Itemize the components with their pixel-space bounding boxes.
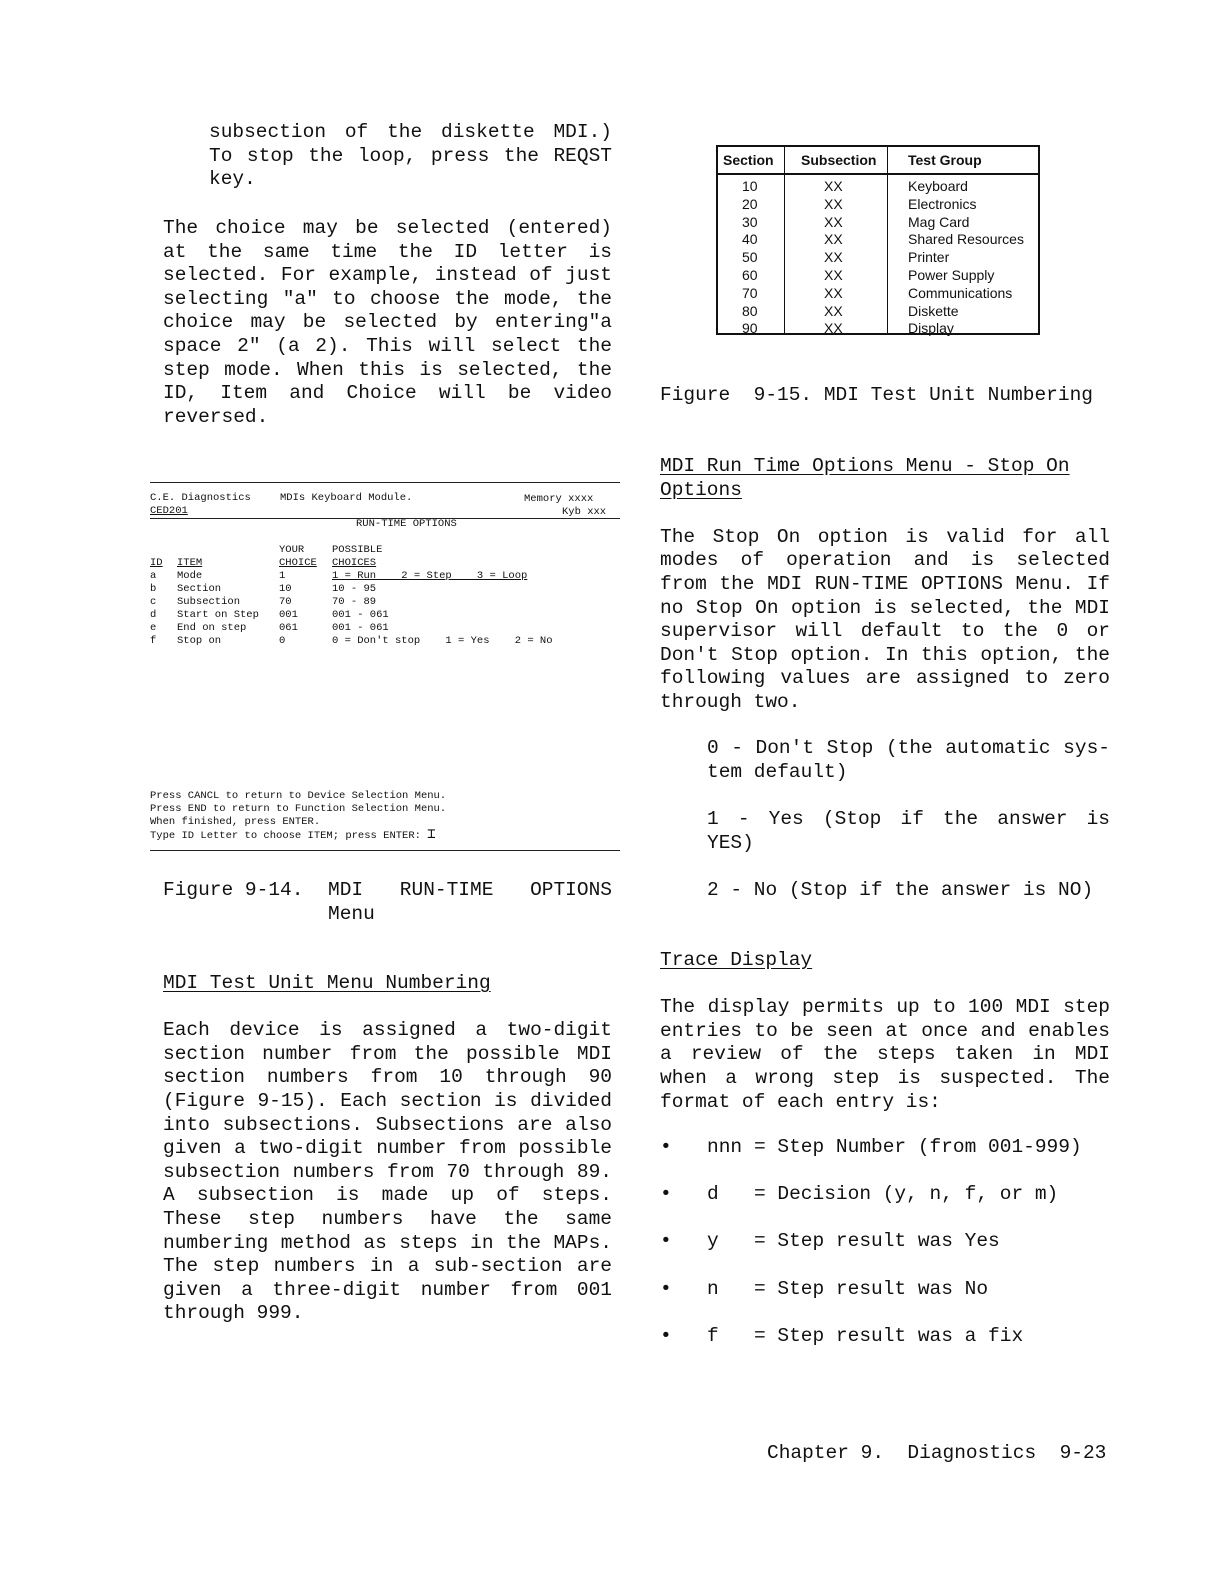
table-cell-subsection: XX xyxy=(824,284,843,301)
table-cell-test-group: Shared Resources xyxy=(908,231,1024,248)
trace-display-heading: Trace Display xyxy=(660,949,813,971)
screen-instruction-4 xyxy=(150,829,436,843)
screen-col-id: ID xyxy=(150,557,163,569)
screen-row-choice: 70 xyxy=(279,595,292,608)
screen-row-id: c xyxy=(150,595,157,608)
screen-top-rule xyxy=(150,482,620,483)
table-cell-subsection: XX xyxy=(824,320,843,337)
table-cell-section: 60 xyxy=(742,267,758,283)
stop-on-option-0 xyxy=(707,737,1110,784)
screen-row-possible: 1 = Run 2 = Step 3 = Loop xyxy=(332,570,528,582)
table-divider-2 xyxy=(887,147,888,333)
screen-row-id: d xyxy=(150,608,157,621)
screen-row-choice: 10 xyxy=(279,582,292,595)
screen-col-choice-1: YOUR xyxy=(279,544,305,556)
table-header-section: Section xyxy=(723,152,774,168)
table-cell-test-group: Keyboard xyxy=(908,178,968,194)
table-header-subsection: Subsection xyxy=(801,152,877,168)
trace-entry-description: = Step result was No xyxy=(754,1277,989,1300)
screen-instruction-3: When finished, press ENTER. xyxy=(150,816,321,828)
stop-on-option-0-text: 0 - Don't Stop (the automatic sys-tem default) xyxy=(707,737,1110,783)
screen-row-id: e xyxy=(150,621,157,634)
figure-9-14-text: MDI RUN-TIME OPTIONS Menu xyxy=(328,879,612,925)
trace-entry-description: = Step result was a fix xyxy=(754,1324,1024,1347)
bullet-icon: • xyxy=(660,1183,672,1206)
trace-entry-key: d xyxy=(707,1183,719,1206)
trace-entry-key: y xyxy=(707,1230,719,1253)
screen-row-possible: 10 - 95 xyxy=(332,582,377,595)
screen-row-choice: 001 xyxy=(279,608,298,621)
screen-row-item: Subsection xyxy=(177,595,241,608)
screen-header-left-1: C.E. Diagnostics xyxy=(150,492,251,504)
test-unit-paragraph: Each device is assigned a two-digit section number from the possible MDI section numbers from 10 through 90 (Figure 9-15). Each section is divided into subsections. Subsections are also given a two-digit number from possible subsection numbers from 70 through 89. A subsection is made up of steps. These step numbers have the same numbering method as steps in the MAPs. The step numbers in a sub-section are given a three-digit number from 001 through 999. xyxy=(163,1019,612,1325)
intro-continuation xyxy=(209,121,612,192)
bullet-icon: • xyxy=(660,1324,672,1347)
screen-row-id: f xyxy=(150,634,157,647)
trace-display-paragraph: The display permits up to 100 MDI step entries to be seen at once and enables a review of the steps taken in MDI when a wrong step is suspected. The format of each entry is: xyxy=(660,996,1110,1113)
table-header-row xyxy=(718,147,1038,175)
screen-header-mid: MDIs Keyboard Module. xyxy=(280,492,413,504)
screen-header-right-2: Kyb xxx xyxy=(562,506,607,518)
choice-paragraph xyxy=(163,217,612,429)
table-cell-subsection: XX xyxy=(824,213,843,230)
table-header-test-group: Test Group xyxy=(908,152,982,168)
stop-on-heading-line-1: MDI Run Time Options Menu - Stop On xyxy=(660,455,1070,477)
stop-on-option-1 xyxy=(707,808,1110,855)
trace-entry-description: = Step Number (from 001-999) xyxy=(754,1136,1082,1158)
table-cell-test-group: Printer xyxy=(908,249,950,266)
screen-row-possible: 0 = Don't stop 1 = Yes 2 = No xyxy=(332,634,553,647)
stop-on-option-2-text: 2 - No (Stop if the answer is NO) xyxy=(707,879,1094,901)
figure-9-14-label: Figure 9-14. xyxy=(163,879,304,901)
table-cell-section: 80 xyxy=(742,302,758,319)
intro-continuation-text: subsection of the diskette MDI.) To stop the loop, press the REQST key. xyxy=(209,121,612,191)
trace-entry-key: n xyxy=(707,1277,719,1300)
table-cell-section: 20 xyxy=(742,195,758,212)
table-cell-section: 50 xyxy=(742,249,758,266)
screen-row-possible: 001 - 061 xyxy=(332,608,389,621)
figure-9-15-text: Figure 9-15. MDI Test Unit Numbering xyxy=(660,384,1093,406)
screen-row-choice: 061 xyxy=(279,621,298,634)
bullet-icon: • xyxy=(660,1136,672,1158)
screen-col-choice-2: CHOICE xyxy=(279,557,317,569)
table-cell-subsection: XX xyxy=(824,231,843,248)
screen-instruction-1: Press CANCL to return to Device Selection Menu. xyxy=(150,790,447,802)
test-unit-heading: MDI Test Unit Menu Numbering xyxy=(163,972,491,994)
screen-row-choice: 1 xyxy=(279,570,286,582)
screen-row-item: Stop on xyxy=(177,634,222,647)
screen-col-possible-2: CHOICES xyxy=(332,557,377,569)
screen-title: RUN-TIME OPTIONS xyxy=(356,518,457,530)
run-time-options-screen xyxy=(150,480,622,856)
table-cell-test-group: Diskette xyxy=(908,302,959,319)
table-cell-section: 70 xyxy=(742,284,758,301)
screen-col-possible-1: POSSIBLE xyxy=(332,544,383,556)
table-divider-1 xyxy=(784,147,785,333)
bullet-icon: • xyxy=(660,1277,672,1300)
screen-header-left-2: CED201 xyxy=(150,505,188,517)
table-cell-test-group: Communications xyxy=(908,284,1013,301)
table-cell-test-group: Electronics xyxy=(908,195,977,212)
screen-row-id: a xyxy=(150,570,157,582)
table-cell-section: 30 xyxy=(742,213,758,230)
screen-col-item: ITEM xyxy=(177,557,203,569)
screen-row-id: b xyxy=(150,582,157,595)
table-cell-test-group: Display xyxy=(908,320,954,337)
screen-row-possible: 70 - 89 xyxy=(332,595,377,608)
footer-chapter: Chapter 9. Diagnostics xyxy=(767,1442,1037,1464)
screen-row-item: Mode xyxy=(177,570,203,582)
table-cell-subsection: XX xyxy=(824,302,843,319)
stop-on-paragraph: The Stop On option is valid for all modes of operation and is selected from the MDI RUN-TIME OPTIONS Menu. If no Stop On option is selected, the MDI supervisor will default to the 0 or Don't Stop option. In this option, the following values are assigned to zero through two. xyxy=(660,525,1110,713)
figure-9-15-caption xyxy=(660,384,1110,408)
figure-9-14-caption xyxy=(163,879,612,926)
table-cell-subsection: XX xyxy=(824,195,843,212)
choice-paragraph-text: The choice may be selected (entered) at the same time the ID letter is selected. For example, instead of just selecting "a" to choose the mode, the choice may be selected by entering"a space 2" (a 2). This will select the step mode. When this is selected, the ID, Item and Choice will be video reversed. xyxy=(163,217,612,428)
screen-row-possible: 001 - 061 xyxy=(332,621,389,634)
screen-row-item: Start on Step xyxy=(177,608,259,621)
stop-on-option-2 xyxy=(707,879,1110,903)
table-cell-section: 40 xyxy=(742,231,758,248)
trace-entry-key: f xyxy=(707,1324,719,1347)
cursor-icon: ⌶ xyxy=(427,827,436,843)
trace-entry-description: = Step result was Yes xyxy=(754,1230,1000,1253)
screen-instruction-2: Press END to return to Function Selection Menu. xyxy=(150,803,447,815)
stop-on-option-1-text: 1 - Yes (Stop if the answer is YES) xyxy=(707,808,1110,854)
table-cell-subsection: XX xyxy=(824,249,843,266)
screen-row-item: Section xyxy=(177,582,222,595)
table-cell-test-group: Power Supply xyxy=(908,267,995,283)
page-footer xyxy=(767,1442,1106,1464)
test-unit-numbering-table xyxy=(716,145,1040,335)
screen-prompt-text: Type ID Letter to choose ITEM; press ENTER: xyxy=(150,830,421,842)
table-cell-test-group: Mag Card xyxy=(908,213,970,230)
screen-bottom-rule xyxy=(150,850,620,851)
stop-on-heading-line-2: Options xyxy=(660,478,742,501)
table-cell-subsection: XX xyxy=(824,267,843,283)
bullet-icon: • xyxy=(660,1230,672,1253)
table-cell-section: 10 xyxy=(742,178,758,194)
table-cell-subsection: XX xyxy=(824,178,843,194)
screen-row-choice: 0 xyxy=(279,634,286,647)
trace-entry-key: nnn xyxy=(707,1136,743,1158)
test-unit-section xyxy=(163,972,612,1326)
table-cell-section: 90 xyxy=(742,320,758,337)
stop-on-section xyxy=(660,455,1110,715)
trace-display-section xyxy=(660,949,1110,1114)
screen-row-item: End on step xyxy=(177,621,247,634)
screen-header-right-1: Memory xxxx xyxy=(524,493,594,505)
trace-entry-description: = Decision (y, n, f, or m) xyxy=(754,1183,1059,1206)
footer-page-number: 9-23 xyxy=(1059,1442,1107,1464)
